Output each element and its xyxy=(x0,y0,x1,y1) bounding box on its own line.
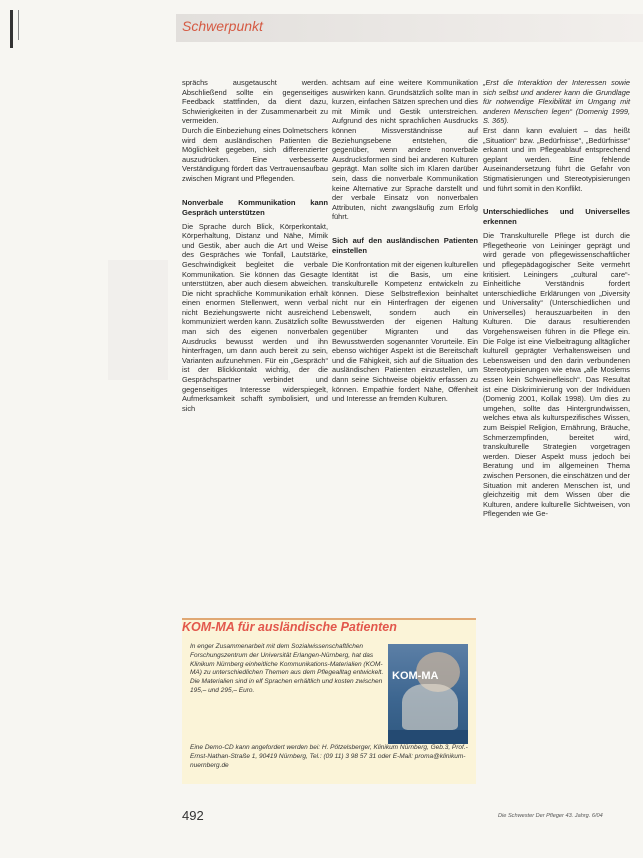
paragraph: Die Konfrontation mit der eigenen kulturellen Identität ist die Basis, um eine transkulturelle Kompetenz entwickeln zu können. Diese Selbstreflexion beinhaltet nicht nur ein Hinterfragen der eigenen Lebenswelt, sondern auch ein Bewusstwerden der eigenen Haltung gegenüber Migranten und das Bewusstwerden sogenannter Vorurteile. Ein ebenso wichtiger Aspekt ist die Bereitschaft und die Fähigkeit, sich auf die Situation des ausländischen Patienten einzustellen, um dann seine Sichtweise objektiv erfassen zu können. Empathie fordert Nähe, Offenheit und Interesse an fremden Kulturen. xyxy=(332,259,478,404)
text-column-3 xyxy=(483,78,630,519)
book-cover-image xyxy=(388,644,468,744)
journal-footer: Die Schwester Der Pfleger 43. Jahrg. 6/04 xyxy=(498,813,603,819)
section-title: Schwerpunkt xyxy=(182,18,263,34)
paragraph: Die Sprache durch Blick, Körperkontakt, Körperhaltung, Distanz und Nähe, Mimik und Gestik, aber auch die Art und Weise des Gespräches wie Tonfall, Lautstärke, Geschwindigkeit begleitet die verbale Kommunikation. Sie können das Gesagte unterstützen, aber auch diesem abweichen. Die nicht sprachliche Kommunikation erhält einen enormen Stellenwert, wenn verbal nicht Beziehungswerte nicht ausreichend kommuniziert werden kann. Zusätzlich sollte man sich des eigenen nonverbalen Ausdrucks bewusst werden und ihn hinterfragen, um dann auch bereit zu sein, Varianten aufzunehmen. Für ein „Gespräch“ ist der Blickkontakt wichtig, der die Gesprächspartner verbindet und gegenseitiges Interesse widerspiegelt, Aufmerksamkeit schafft symbolisiert, und sich xyxy=(182,221,328,413)
page-number: 492 xyxy=(182,808,204,823)
subheading: Sich auf den ausländischen Patienten einstellen xyxy=(332,235,478,255)
cover-photo-figure-2 xyxy=(402,684,458,730)
scan-edge-mark-thin xyxy=(18,10,19,40)
info-box-title: KOM-MA für ausländische Patienten xyxy=(182,620,397,634)
text-column-1 xyxy=(182,78,328,413)
paragraph: sprächs ausgetauscht werden. Abschließend sollte ein gegenseitiges Feedback stattfinden, da dient dazu, Schwierigkeiten in der Zusammenarbeit zu vermeiden. xyxy=(182,78,328,126)
paragraph: Durch die Einbeziehung eines Dolmetschers wird dem ausländischen Patienten die Möglichkeit gegeben, sich differenzierter auszudrücken. Eine verbesserte Verständigung fördert das Vertrauensaufbau zwischen Migrant und Pflegenden. xyxy=(182,125,328,183)
scan-edge-mark xyxy=(10,10,13,48)
paragraph: achtsam auf eine weitere Kommunikation auswirken kann. Grundsätzlich sollte man in kurzen, einfachen Sätzen sprechen und dies mit Mimik und Gestik unterstreichen. Aufgrund des nicht sprachlichen Ausdrucks können Missverständnisse auf Beziehungsebene entstehen, die gegenüber, wenn andere nonverbale Ausdrucksformen sind bei anderen Kulturen geprägt. Man sollte sich im Klaren darüber sein, dass die nonverbale Kommunikation keine Alternative zur Sprache darstellt und der verbale Einsatz von nonverbalen Attributen, nicht zwangsläufig zum Erfolg führt. xyxy=(332,78,478,222)
quote-paragraph: „Erst die Interaktion der Interessen sowie sich selbst und anderer kann die Grundlage für notwendige Flexibilität im Umgang mit anderen Menschen legen“ (Domenig 1999, S. 365). xyxy=(483,78,630,126)
text-column-2 xyxy=(332,78,478,404)
book-cover-label: KOM-MA xyxy=(392,670,439,682)
paragraph: Die Transkulturelle Pflege ist durch die Pflegetheorie von Leininger geprägt und wird gerade von pflegewissenschaftlicher und pflegepädagogischer Seite vermehrt kritisiert. Leiningers „cultural care“-Einheitliche Verständnis fordert unterschiedliche Erklärungen von „Diversity und Universality“ (Unterschiedlichen und Universelles) herauszuarbeiten in den Kulturen. Die daraus resultierenden Vorgehensweisen führen in die Pflege ein. Die Folge ist eine Vielbeitragung alltäglicher kulturell geprägter Verhaltensweisen und Lebensweisen und den darin verbundenen Stereotypisierungen wie etwa „alle Moslems essen kein Schweinefleisch“. Das Resultat ist eine Diskriminierung von der Individuen (Domenig 2001, Kollak 1998). Um dies zu umgehen, sollte das Hintergrundwissen, welches etwa als kulturspezifisches Wissen, zum Beispiel Religion, Ernährung, Bräuche, Schmerzempfinden, bereitet wird, transkulturelle Strategien vorgetragen werden. Dieser Aspekt muss jedoch bei Beratung und im allgemeinen Thema zwischen Personen, die einschätzen und der Situation mit anderen Menschen ist, und gleichzeitig mit dem Wissen über die Kulturen, andere kulturelle Sichtweisen, von Pflegenden wie Ge- xyxy=(483,231,630,519)
paragraph: Erst dann kann evaluiert – das heißt „Situation“ bzw. „Bedürfnisse“, „Bedürfnisse“ erkannt und im Pflegeablauf entsprechend geplant werden. Eine fehlende Auseinandersetzung führt die Gefahr von Stigmatisierungen und Stereotypisierungen und führt somit in den Konflikt. xyxy=(483,125,630,193)
background-shadow xyxy=(108,260,168,380)
cover-bottom-strip xyxy=(388,730,468,744)
info-box-contact: Eine Demo-CD kann angefordert werden bei: H. Pötzelsberger, Klinikum Nürnberg, Geb.3, Prof.-Ernst-Nathan-Straße 1, 90419 Nürnberg, Tel.: (09 11) 3 98 57 31 oder E-Mail: proma@klinikum-nuernberg.de xyxy=(190,744,468,769)
info-box-text: In enger Zusammenarbeit mit dem Sozialwissenschaftlichen Forschungszentrum der Universität Erlangen-Nürnberg, hat das Klinikum Nürnberg einheitliche Kommunikations-Materialien (KOM-MA) zu unterschiedlichen Themen aus dem Pflegealltag entwickelt. Die Materialien sind in elf Sprachen erhältlich und kosten zwischen 195,– und 295,– Euro. xyxy=(190,643,384,694)
subheading: Unterschiedliches und Universelles erkennen xyxy=(483,207,630,227)
subheading: Nonverbale Kommunikation kann Gespräch unterstützen xyxy=(182,197,328,217)
